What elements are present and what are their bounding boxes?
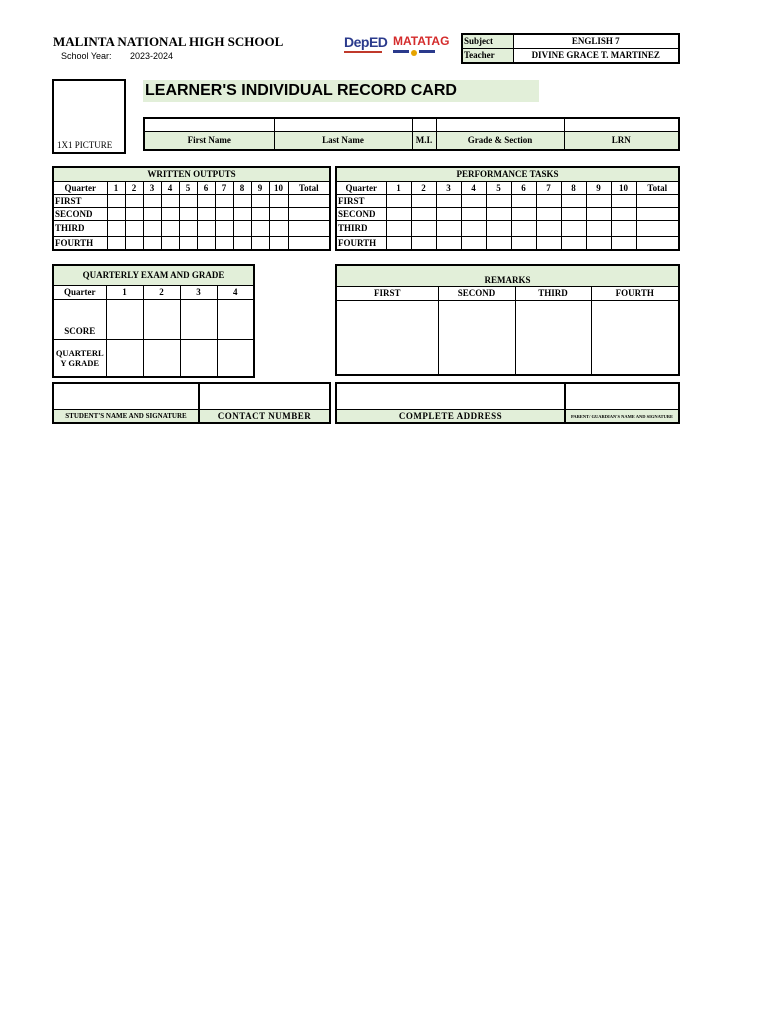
score-cell[interactable] — [386, 208, 411, 221]
remarks-quarter-header: THIRD — [515, 287, 591, 301]
score-cell[interactable] — [561, 195, 586, 208]
item-header: 7 — [536, 182, 561, 195]
quarterly-exam-title: QUARTERLY EXAM AND GRADE — [53, 265, 254, 286]
score-cell[interactable] — [197, 221, 215, 237]
student-signature-input[interactable] — [53, 383, 199, 410]
item-header: 4 — [161, 182, 179, 195]
total-cell[interactable] — [636, 195, 679, 208]
score-cell[interactable] — [411, 221, 436, 237]
score-cell[interactable] — [197, 208, 215, 221]
quarterly-grade-label: QUARTERL Y GRADE — [53, 340, 106, 378]
score-cell[interactable] — [486, 237, 511, 251]
quarter-header: Quarter — [336, 182, 386, 195]
remarks-cell-second[interactable] — [438, 301, 515, 376]
score-cell[interactable] — [251, 221, 269, 237]
score-cell[interactable] — [179, 208, 197, 221]
subject-teacher-table — [461, 33, 680, 64]
page-title — [143, 80, 539, 102]
score-cell[interactable] — [215, 195, 233, 208]
score-cell[interactable] — [436, 221, 461, 237]
total-cell[interactable] — [288, 195, 330, 208]
score-cell[interactable] — [461, 208, 486, 221]
first-name-label: First Name — [144, 132, 274, 151]
score-cell[interactable] — [269, 221, 288, 237]
total-cell[interactable] — [636, 237, 679, 251]
grade-cell[interactable] — [217, 340, 254, 378]
student-signature-label: STUDENT'S NAME AND SIGNATURE — [53, 410, 199, 424]
score-cell[interactable] — [411, 237, 436, 251]
grade-cell[interactable] — [180, 340, 217, 378]
score-cell[interactable] — [561, 208, 586, 221]
deped-logo-text: DepED — [344, 34, 388, 50]
item-header: 8 — [561, 182, 586, 195]
quarter-row-label: SECOND — [53, 208, 107, 221]
score-cell[interactable] — [536, 237, 561, 251]
score-cell[interactable] — [179, 237, 197, 251]
score-cell[interactable] — [233, 221, 251, 237]
matatag-logo — [393, 34, 451, 58]
quarter-header: Quarter — [53, 182, 107, 195]
score-cell[interactable] — [107, 208, 125, 221]
score-cell[interactable] — [233, 237, 251, 251]
total-cell[interactable] — [636, 221, 679, 237]
first-name-input[interactable] — [144, 118, 274, 132]
score-cell[interactable] — [125, 221, 143, 237]
teacher-label: Teacher — [462, 49, 513, 64]
item-header: 8 — [233, 182, 251, 195]
score-cell[interactable] — [586, 221, 611, 237]
quarterly-exam-table — [52, 264, 255, 378]
name-fields-table — [143, 117, 680, 151]
remarks-table — [335, 264, 680, 376]
item-header: 10 — [611, 182, 636, 195]
score-cell[interactable] — [586, 195, 611, 208]
grade-cell[interactable] — [143, 340, 180, 378]
score-cell[interactable] — [161, 237, 179, 251]
score-cell[interactable] — [536, 221, 561, 237]
score-cell[interactable] — [143, 195, 161, 208]
grade-cell[interactable] — [106, 340, 143, 378]
score-cell[interactable] — [386, 195, 411, 208]
school-name: MALINTA NATIONAL HIGH SCHOOL — [53, 34, 284, 49]
item-header: 10 — [269, 182, 288, 195]
score-cell[interactable] — [143, 237, 161, 251]
item-header: 5 — [486, 182, 511, 195]
mi-input[interactable] — [412, 118, 436, 132]
total-cell[interactable] — [288, 237, 330, 251]
item-header: 6 — [511, 182, 536, 195]
score-cell[interactable] — [611, 195, 636, 208]
item-header: 7 — [215, 182, 233, 195]
lrn-label: LRN — [564, 132, 679, 151]
deped-logo — [344, 34, 386, 58]
score-cell[interactable] — [143, 221, 161, 237]
score-cell[interactable] — [536, 195, 561, 208]
score-cell[interactable] — [486, 195, 511, 208]
quarter-row-label: THIRD — [53, 221, 107, 237]
footer-right-table — [335, 382, 680, 424]
remarks-cell-fourth[interactable] — [591, 301, 679, 376]
score-cell[interactable] — [586, 237, 611, 251]
score-cell[interactable] — [125, 208, 143, 221]
score-cell[interactable] — [411, 208, 436, 221]
table-row — [336, 237, 679, 251]
score-cell[interactable] — [251, 208, 269, 221]
quarterly-exam-header-row — [53, 286, 254, 300]
score-cell[interactable] — [586, 208, 611, 221]
total-cell[interactable] — [288, 221, 330, 237]
score-cell[interactable] — [536, 208, 561, 221]
score-cell[interactable] — [233, 195, 251, 208]
quarter-row-label: FOURTH — [53, 237, 107, 251]
written-outputs-table — [52, 166, 331, 251]
item-header: 6 — [197, 182, 215, 195]
score-cell[interactable] — [161, 195, 179, 208]
score-cell[interactable] — [511, 237, 536, 251]
score-cell[interactable] — [511, 221, 536, 237]
remarks-cell-third[interactable] — [515, 301, 591, 376]
score-cell[interactable] — [107, 195, 125, 208]
school-year-value: 2023-2024 — [130, 51, 174, 61]
score-label: SCORE — [53, 300, 106, 340]
performance-tasks-table — [335, 166, 680, 251]
score-cell[interactable] — [486, 221, 511, 237]
score-cell[interactable] — [461, 221, 486, 237]
quarter-row-label: FIRST — [336, 195, 386, 208]
parent-signature-input[interactable] — [565, 383, 679, 410]
score-cell[interactable] — [161, 208, 179, 221]
table-row — [53, 237, 330, 251]
score-cell[interactable] — [179, 195, 197, 208]
remarks-header-row — [336, 287, 679, 301]
remarks-title: REMARKS — [336, 265, 679, 287]
score-cell[interactable] — [561, 237, 586, 251]
score-cell[interactable] — [461, 195, 486, 208]
quarter-row-label: SECOND — [336, 208, 386, 221]
teacher-value: DIVINE GRACE T. MARTINEZ — [513, 49, 679, 64]
score-cell[interactable] — [215, 221, 233, 237]
score-cell[interactable] — [161, 221, 179, 237]
score-cell[interactable] — [269, 237, 288, 251]
score-cell[interactable] — [436, 208, 461, 221]
score-cell[interactable] — [251, 237, 269, 251]
written-outputs-title: WRITTEN OUTPUTS — [53, 167, 330, 182]
school-year-label: School Year: — [61, 51, 112, 61]
score-cell[interactable] — [143, 300, 180, 340]
mi-label: M.I. — [412, 132, 436, 151]
quarter-number-header: 3 — [180, 286, 217, 300]
score-cell[interactable] — [106, 300, 143, 340]
score-cell[interactable] — [217, 300, 254, 340]
score-cell[interactable] — [436, 195, 461, 208]
item-header: 1 — [107, 182, 125, 195]
score-cell[interactable] — [125, 195, 143, 208]
table-row — [336, 195, 679, 208]
score-cell[interactable] — [611, 208, 636, 221]
quarter-header: Quarter — [53, 286, 106, 300]
score-cell[interactable] — [107, 237, 125, 251]
address-label: COMPLETE ADDRESS — [336, 410, 565, 424]
total-cell[interactable] — [288, 208, 330, 221]
score-cell[interactable] — [269, 208, 288, 221]
score-cell[interactable] — [436, 237, 461, 251]
footer-left-table — [52, 382, 331, 424]
score-cell[interactable] — [386, 221, 411, 237]
item-header: 1 — [386, 182, 411, 195]
remarks-quarter-header: FOURTH — [591, 287, 679, 301]
score-cell[interactable] — [611, 221, 636, 237]
address-input[interactable] — [336, 383, 565, 410]
quarter-number-header: 2 — [143, 286, 180, 300]
quarter-number-header: 1 — [106, 286, 143, 300]
remarks-quarter-header: FIRST — [336, 287, 438, 301]
quarter-row-label: FIRST — [53, 195, 107, 208]
score-cell[interactable] — [269, 195, 288, 208]
table-row — [336, 221, 679, 237]
score-cell[interactable] — [143, 208, 161, 221]
score-cell[interactable] — [561, 221, 586, 237]
subject-value: ENGLISH 7 — [513, 34, 679, 49]
score-cell[interactable] — [411, 195, 436, 208]
remarks-cell-first[interactable] — [336, 301, 438, 376]
lrn-input[interactable] — [564, 118, 679, 132]
last-name-label: Last Name — [274, 132, 412, 151]
quarter-row-label: FOURTH — [336, 237, 386, 251]
item-header: 5 — [179, 182, 197, 195]
score-cell[interactable] — [215, 237, 233, 251]
contact-number-input[interactable] — [199, 383, 330, 410]
item-header: 2 — [411, 182, 436, 195]
table-row — [336, 208, 679, 221]
item-header: 4 — [461, 182, 486, 195]
score-cell[interactable] — [125, 237, 143, 251]
score-cell[interactable] — [197, 195, 215, 208]
quarter-number-header: 4 — [217, 286, 254, 300]
table-row — [53, 195, 330, 208]
score-cell[interactable] — [197, 237, 215, 251]
score-cell[interactable] — [461, 237, 486, 251]
total-header: Total — [636, 182, 679, 195]
score-cell[interactable] — [251, 195, 269, 208]
subject-label: Subject — [462, 34, 513, 49]
score-cell[interactable] — [511, 208, 536, 221]
item-header: 2 — [125, 182, 143, 195]
matatag-logo-text: MATATAG — [393, 34, 450, 48]
picture-box — [52, 79, 126, 154]
score-cell[interactable] — [180, 300, 217, 340]
page-title-text: LEARNER'S INDIVIDUAL RECORD CARD — [145, 82, 457, 99]
item-header: 9 — [251, 182, 269, 195]
contact-number-label: CONTACT NUMBER — [199, 410, 330, 424]
picture-label: 1X1 PICTURE — [57, 140, 113, 150]
grade-section-label: Grade & Section — [436, 132, 564, 151]
grade-section-input[interactable] — [436, 118, 564, 132]
table-row — [53, 221, 330, 237]
score-cell[interactable] — [611, 237, 636, 251]
score-cell[interactable] — [486, 208, 511, 221]
score-cell[interactable] — [386, 237, 411, 251]
remarks-quarter-header: SECOND — [438, 287, 515, 301]
last-name-input[interactable] — [274, 118, 412, 132]
item-header: 3 — [436, 182, 461, 195]
quarter-row-label: THIRD — [336, 221, 386, 237]
written-outputs-header-row — [53, 182, 330, 195]
score-cell[interactable] — [215, 208, 233, 221]
item-header: 3 — [143, 182, 161, 195]
score-cell[interactable] — [233, 208, 251, 221]
performance-tasks-title: PERFORMANCE TASKS — [336, 167, 679, 182]
total-cell[interactable] — [636, 208, 679, 221]
item-header: 9 — [586, 182, 611, 195]
score-cell[interactable] — [179, 221, 197, 237]
performance-tasks-header-row — [336, 182, 679, 195]
parent-signature-label: PARENT/ GUARDIAN'S NAME AND SIGNATURE — [565, 410, 679, 424]
score-cell[interactable] — [107, 221, 125, 237]
table-row — [53, 208, 330, 221]
total-header: Total — [288, 182, 330, 195]
score-cell[interactable] — [511, 195, 536, 208]
